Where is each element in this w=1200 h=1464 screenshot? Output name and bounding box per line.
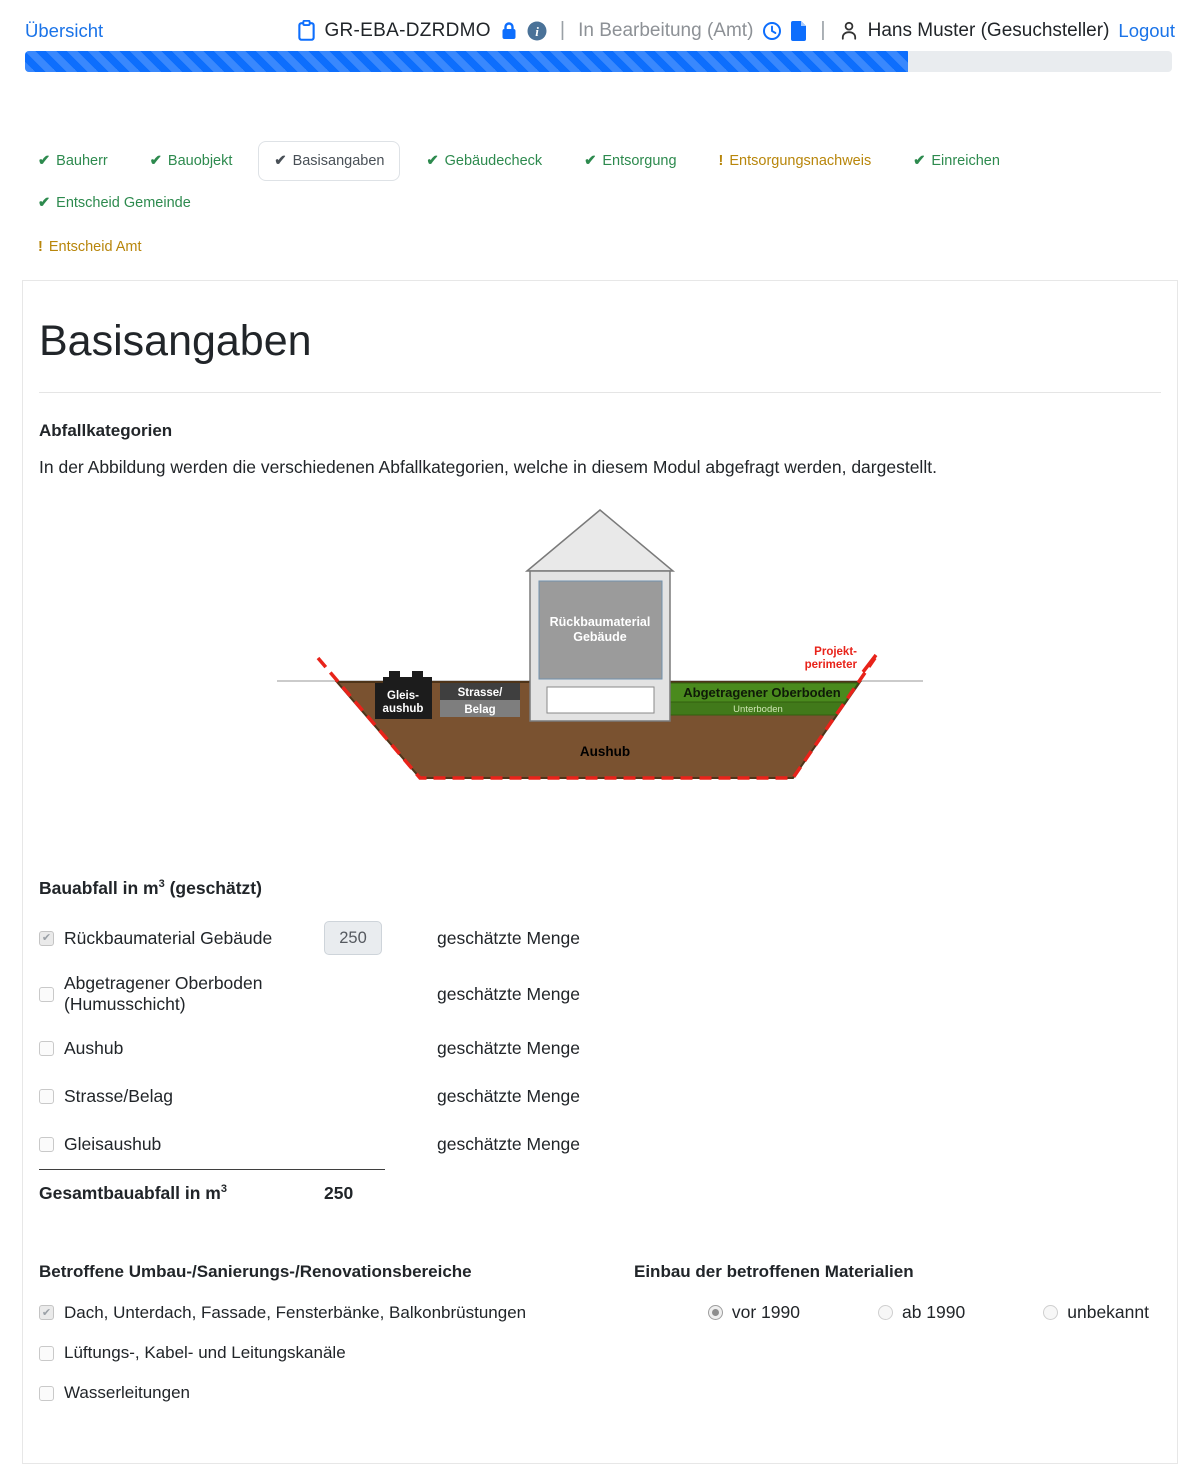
- separator: |: [820, 19, 826, 41]
- menge-label: geschätzte Menge: [437, 983, 581, 1004]
- bauabfall-row-label: [39, 973, 324, 1015]
- menge-label: geschätzte Menge: [437, 1085, 581, 1106]
- tab-bauobjekt[interactable]: [134, 141, 249, 181]
- checkbox-abgetragener-oberboden[interactable]: [39, 987, 54, 1002]
- bauabfall-heading: Bauabfall in $m^3$ (geschätzt): [39, 878, 262, 898]
- exclamation-icon: !: [38, 239, 43, 255]
- tab-label: Bauherr: [56, 153, 108, 169]
- svg-text:i: i: [535, 23, 539, 39]
- tab-gebaeudecheck[interactable]: [410, 141, 558, 181]
- file-icon[interactable]: [791, 21, 807, 41]
- wizard-tab-bar: [22, 141, 1178, 267]
- progress-bar-fill: [25, 51, 908, 72]
- clipboard-icon: [298, 20, 315, 41]
- tab-entscheid-gemeinde[interactable]: [22, 183, 207, 223]
- tab-basisangaben[interactable]: [258, 141, 400, 181]
- bauabfall-row: [39, 1033, 1161, 1063]
- bauabfall-row-label: [39, 1038, 324, 1059]
- checkbox-label: Lüftungs-, Kabel- und Leitungskanäle: [64, 1343, 346, 1362]
- abfallkategorien-description: In der Abbildung werden die verschiedenen Abfallkategorien, welche in diesem Modul abgefragt werden, dargestellt.: [39, 457, 937, 477]
- checkbox-label: Wasserleitungen: [64, 1383, 190, 1402]
- radio-label: vor 1990: [731, 1302, 800, 1322]
- radio-option: [1043, 1302, 1149, 1323]
- basement-shape: [547, 687, 654, 713]
- radio-vor-1990[interactable]: [708, 1305, 723, 1320]
- aushub-label: Aushub: [579, 744, 631, 759]
- belag-label: Belag: [464, 704, 496, 716]
- checkbox-aushub[interactable]: [39, 1041, 54, 1056]
- checkbox-wasserleitungen[interactable]: [39, 1386, 54, 1401]
- bereiche-row: [39, 1303, 594, 1323]
- top-header: [0, 0, 1200, 51]
- radio-option: [708, 1302, 800, 1323]
- oberboden-label: Abgetragener Oberboden: [683, 685, 841, 700]
- projekt-perimeter-tick: [863, 655, 876, 672]
- projekt-perimeter-label: Projekt-: [814, 646, 857, 658]
- checkbox-dach-unterdach-fassade[interactable]: [39, 1305, 54, 1320]
- tab-label: Entscheid Amt: [48, 239, 142, 255]
- gesamtbauabfall-label: Gesamtbauabfall in $m^3$: [39, 1183, 227, 1203]
- checkbox-label: Aushub: [64, 1037, 124, 1058]
- check-icon: ✔: [274, 153, 287, 169]
- menge-label: geschätzte Menge: [437, 1133, 581, 1154]
- person-icon: [839, 20, 859, 41]
- content-card: [22, 280, 1178, 1464]
- radio-ab-1990[interactable]: [878, 1305, 893, 1320]
- rueckbaumaterial-label: Gebäude: [573, 630, 627, 644]
- bereiche-heading: Betroffene Umbau-/Sanierungs-/Renovationsbereiche: [39, 1262, 472, 1281]
- overview-link[interactable]: Übersicht: [25, 19, 104, 41]
- tab-label: Einreichen: [931, 153, 1000, 169]
- bereiche-row: [39, 1343, 594, 1363]
- projekt-perimeter-label: perimeter: [804, 659, 857, 671]
- checkbox-label: Dach, Unterdach, Fassade, Fensterbänke, Balkonbrüstungen: [64, 1302, 527, 1322]
- abfallkategorien-heading: Abfallkategorien: [39, 421, 173, 440]
- house-roof-shape: [527, 510, 673, 571]
- bauabfall-row: [39, 921, 1161, 955]
- tab-einreichen[interactable]: [897, 141, 1016, 181]
- checkbox-gleisaushub[interactable]: [39, 1137, 54, 1152]
- check-icon: ✔: [38, 153, 51, 169]
- tab-entsorgung[interactable]: [568, 141, 692, 181]
- tab-entscheid-amt[interactable]: [22, 227, 158, 267]
- logout-link[interactable]: Logout: [1118, 19, 1175, 41]
- rail-shape: [412, 671, 423, 678]
- checkbox-label: Strasse/Belag: [64, 1085, 173, 1106]
- info-icon[interactable]: [527, 21, 547, 41]
- gleisaushub-label: Gleis-: [387, 690, 419, 702]
- clock-icon: [762, 21, 782, 41]
- einbau-heading: Einbau der betroffenen Materialien: [634, 1262, 914, 1281]
- checkbox-strasse-belag[interactable]: [39, 1089, 54, 1104]
- checkbox-label: Gleisaushub: [64, 1133, 162, 1154]
- tab-label: Basisangaben: [292, 153, 385, 169]
- einbau-radio-group: [594, 1302, 1161, 1323]
- abfallkategorien-diagram: [39, 506, 1161, 806]
- document-id: GR-EBA-DZRDMO: [324, 19, 491, 41]
- check-icon: ✔: [913, 153, 926, 169]
- user-name: Hans Muster (Gesuchsteller): [867, 19, 1110, 41]
- tab-entsorgungsnachweis[interactable]: [703, 141, 888, 181]
- bauabfall-row: [39, 973, 1161, 1015]
- check-icon: ✔: [149, 153, 162, 169]
- status-text: In Bearbeitung (Amt): [578, 19, 754, 41]
- bauabfall-row-label: [39, 1134, 324, 1155]
- gesamtbauabfall-value: 250: [324, 1183, 354, 1203]
- header-center: [298, 19, 1175, 42]
- lock-icon: [500, 21, 518, 41]
- bauabfall-row-label: [39, 1086, 324, 1107]
- radio-option: [878, 1302, 965, 1323]
- checkbox-rueckbaumaterial-gebaeude[interactable]: [39, 931, 54, 946]
- check-icon: ✔: [38, 195, 51, 211]
- tab-label: Entsorgungsnachweis: [729, 153, 872, 169]
- tab-label: Entsorgung: [602, 153, 677, 169]
- radio-label: unbekannt: [1067, 1302, 1149, 1322]
- gesamtbauabfall-row: [39, 1169, 385, 1204]
- divider: [39, 392, 1161, 393]
- unterboden-label: Unterboden: [733, 704, 783, 715]
- bereiche-row: [39, 1383, 594, 1403]
- radio-label: ab 1990: [901, 1302, 966, 1322]
- check-icon: ✔: [584, 153, 597, 169]
- gleisaushub-label: aushub: [382, 703, 424, 715]
- radio-unbekannt[interactable]: [1043, 1305, 1058, 1320]
- check-icon: ✔: [426, 153, 439, 169]
- page-title: Basisangaben: [39, 317, 312, 365]
- bauabfall-row-label: [39, 928, 324, 949]
- tab-label: Bauobjekt: [167, 153, 233, 169]
- separator: |: [559, 19, 566, 41]
- menge-label: geschätzte Menge: [437, 1037, 581, 1058]
- bereiche-section: [39, 1262, 1161, 1403]
- rueckbaumaterial-menge-input[interactable]: [324, 921, 382, 955]
- exclamation-icon: !: [718, 153, 724, 169]
- rueckbaumaterial-label: Rückbaumaterial: [549, 615, 651, 629]
- bauabfall-row: [39, 1129, 1161, 1159]
- checkbox-label: Abgetragener Oberboden (Humusschicht): [64, 973, 263, 1014]
- progress-bar: [25, 51, 1172, 72]
- tab-label: Entscheid Gemeinde: [56, 195, 191, 211]
- rail-shape: [389, 671, 400, 678]
- bauabfall-row: [39, 1081, 1161, 1111]
- menge-label: geschätzte Menge: [437, 927, 581, 948]
- strasse-label: Strasse/: [457, 687, 503, 699]
- checkbox-lueftungs-kabel-leitungskanaele[interactable]: [39, 1346, 54, 1361]
- tab-label: Gebäudecheck: [444, 153, 543, 169]
- tab-bauherr[interactable]: [22, 141, 124, 181]
- checkbox-label: Rückbaumaterial Gebäude: [64, 927, 273, 948]
